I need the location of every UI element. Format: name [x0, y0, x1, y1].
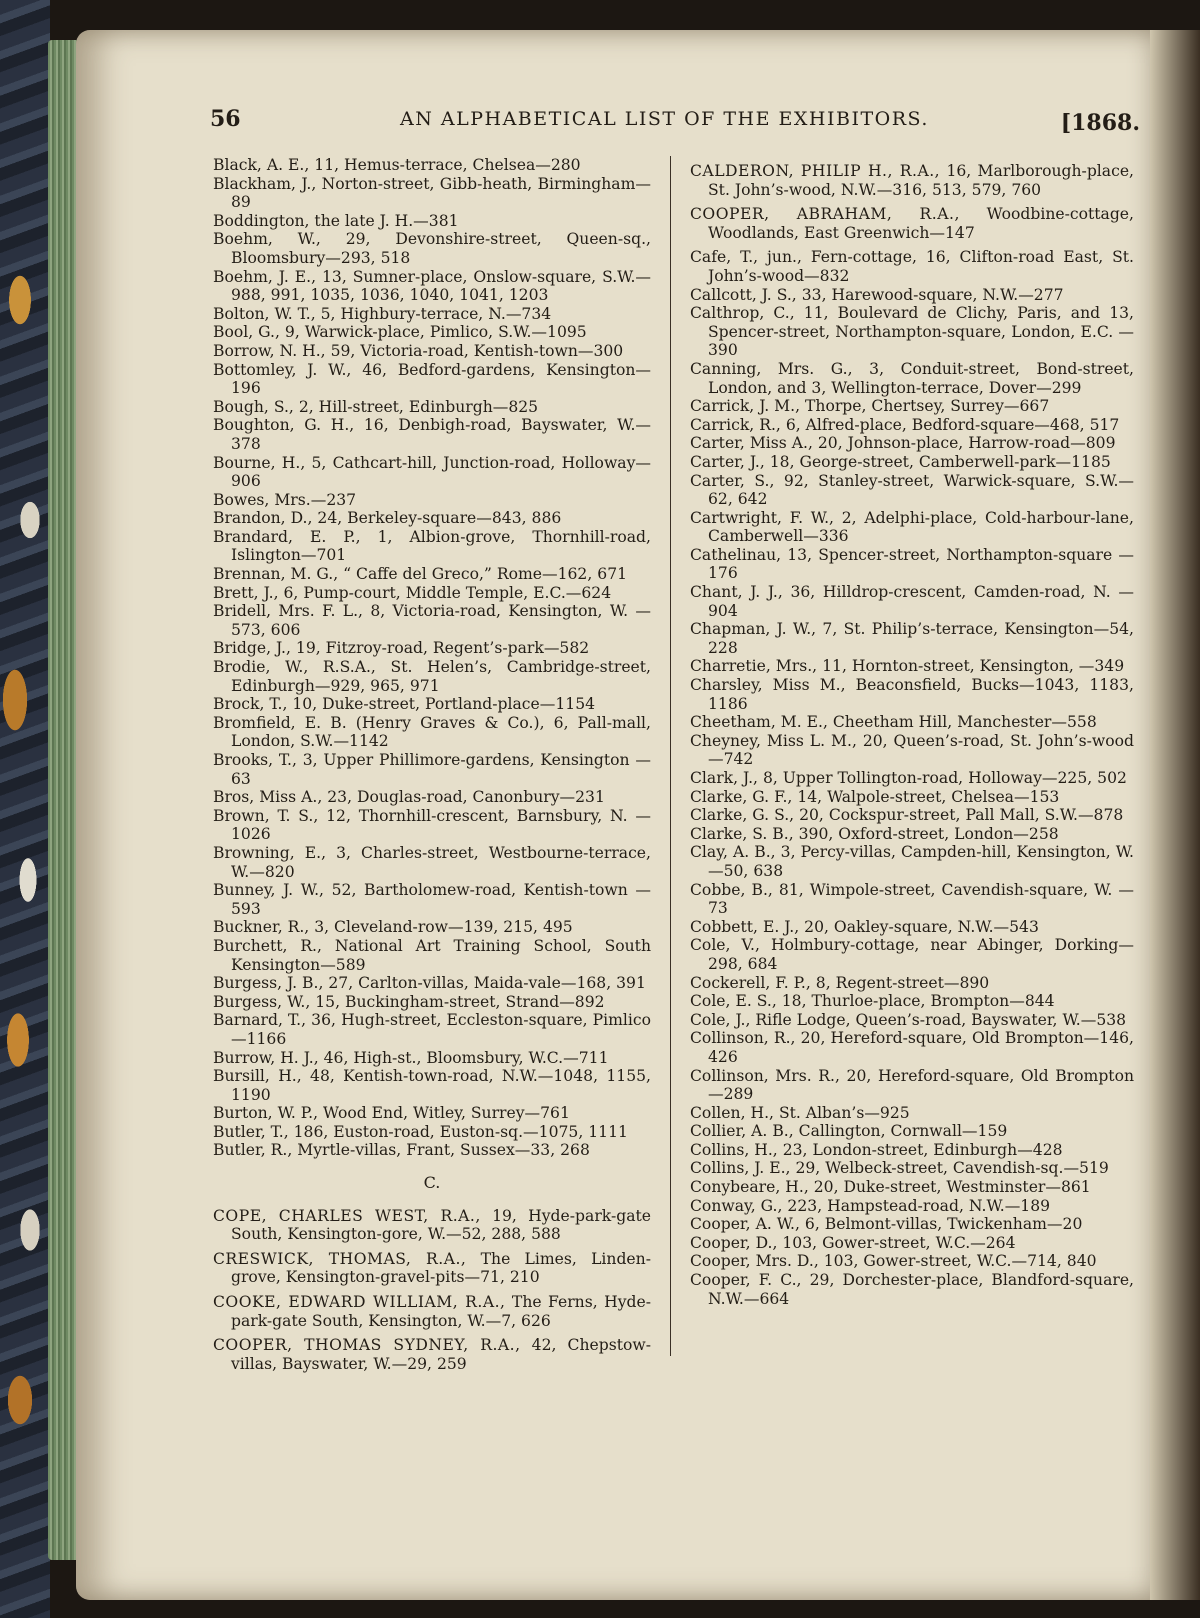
- exhibitor-entry: Collins, J. E., 29, Welbeck-street, Cavendish-sq.—519: [690, 1159, 1109, 1178]
- exhibitor-entry: Collen, H., St. Alban’s—925: [690, 1103, 910, 1122]
- exhibitor-entry: Cafe, T., jun., Fern-cottage, 16, Clifton-road East, St. John’s-wood—832: [690, 248, 1134, 285]
- exhibitor-entry: Cooper, F. C., 29, Dorchester-place, Blandford-square, N.W.—664: [690, 1271, 1134, 1308]
- marbled-book-edge: [0, 0, 50, 1618]
- exhibitor-entry: Brodie, W., R.S.A., St. Helen’s, Cambridge-street, Edinburgh—929, 965, 971: [213, 658, 651, 695]
- exhibitor-entry: Bough, S., 2, Hill-street, Edinburgh—825: [213, 397, 539, 416]
- exhibitor-entry: Burgess, W., 15, Buckingham-street, Strand—892: [213, 992, 605, 1011]
- exhibitor-entry: Burchett, R., National Art Training School, South Kensington—589: [213, 936, 651, 974]
- academician-entry: [213, 1336, 651, 1373]
- academician-details: 19, Hyde-park-gate South, Kensington-gore, W.—52, 288, 588: [231, 1206, 651, 1244]
- exhibitor-entry: Bolton, W. T., 5, Highbury-terrace, N.—734: [213, 304, 552, 323]
- exhibitor-entry: Boehm, J. E., 13, Sumner-place, Onslow-square, S.W.—988, 991, 1035, 1036, 1040, 1041, 1203: [213, 267, 651, 305]
- exhibitor-entry: Cheetham, M. E., Cheetham Hill, Manchester—558: [690, 713, 1097, 732]
- exhibitor-entry: Clark, J., 8, Upper Tollington-road, Holloway—225, 502: [690, 769, 1127, 787]
- exhibitor-entry: Boddington, the late J. H.—381: [213, 211, 459, 230]
- academician-details: The Ferns, Hyde-park-gate South, Kensington, W.—7, 626: [231, 1293, 651, 1330]
- exhibitor-entry: Cole, V., Holmbury-cottage, near Abinger, Dorking—298, 684: [690, 936, 1134, 973]
- page-gutter-shadow: [1150, 30, 1200, 1600]
- left-entry-list: [213, 156, 651, 1160]
- exhibitor-entry: Cooper, Mrs. D., 103, Gower-street, W.C.—714, 840: [690, 1252, 1097, 1271]
- exhibitor-entry: Bros, Miss A., 23, Douglas-road, Canonbury—231: [213, 788, 605, 807]
- exhibitor-entry: Chapman, J. W., 7, St. Philip’s-terrace, Kensington—54, 228: [690, 620, 1134, 657]
- left-academician-list: [213, 1207, 651, 1374]
- exhibitor-entry: Collins, H., 23, London-street, Edinburgh—428: [690, 1140, 1063, 1159]
- exhibitor-entry: Bursill, H., 48, Kentish-town-road, N.W.—1048, 1155, 1190: [213, 1067, 651, 1104]
- exhibitor-entry: Canning, Mrs. G., 3, Conduit-street, Bond-street, London, and 3, Wellington-terrace, Dover—299: [690, 359, 1134, 397]
- exhibitor-entry: Brandon, D., 24, Berkeley-square—843, 886: [213, 509, 562, 528]
- exhibitor-entry: Carter, S., 92, Stanley-street, Warwick-square, S.W.—62, 642: [690, 471, 1134, 509]
- exhibitor-entry: Butler, T., 186, Euston-road, Euston-sq.—1075, 1111: [213, 1122, 628, 1141]
- exhibitor-entry: Carter, J., 18, George-street, Camberwell-park—1185: [690, 452, 1111, 471]
- exhibitor-entry: Brooks, T., 3, Upper Phillimore-gardens, Kensington —63: [213, 751, 651, 788]
- exhibitor-entry: Brandard, E. P., 1, Albion-grove, Thornhill-road, Islington—701: [213, 527, 651, 565]
- exhibitor-entry: Clarke, S. B., 390, Oxford-street, London—258: [690, 824, 1059, 843]
- page-header: [210, 106, 1140, 140]
- section-letter: C.: [423, 1173, 441, 1193]
- exhibitor-entry: Cathelinau, 13, Spencer-street, Northampton-square —176: [690, 545, 1134, 583]
- academician-details: The Limes, Linden-grove, Kensington-gravel-pits—71, 210: [231, 1249, 651, 1287]
- right-academician-list: [690, 162, 1134, 242]
- academician-entry: [213, 1250, 651, 1287]
- academician-name: CRESWICK, THOMAS, R.A.,: [213, 1249, 467, 1268]
- exhibitor-entry: Cooper, D., 103, Gower-street, W.C.—264: [690, 1233, 1016, 1252]
- exhibitor-entry: Cobbe, B., 81, Wimpole-street, Cavendish-square, W. —73: [690, 880, 1134, 918]
- exhibitor-entry: Clay, A. B., 3, Percy-villas, Campden-hill, Kensington, W.—50, 638: [690, 843, 1134, 880]
- exhibitor-entry: Carter, Miss A., 20, Johnson-place, Harrow-road—809: [690, 434, 1116, 453]
- exhibitor-entry: Calthrop, C., 11, Boulevard de Clichy, Paris, and 13, Spencer-street, Northampton-square, London, E.C. —390: [690, 304, 1134, 360]
- exhibitor-entry: Burgess, J. B., 27, Carlton-villas, Maida-vale—168, 391: [213, 974, 646, 993]
- exhibitor-entry: Bourne, H., 5, Cathcart-hill, Junction-road, Holloway—906: [213, 453, 651, 491]
- exhibitor-entry: Charsley, Miss M., Beaconsfield, Bucks—1043, 1183, 1186: [690, 676, 1134, 713]
- academician-entry: [213, 1293, 651, 1330]
- exhibitor-entry: Carrick, J. M., Thorpe, Chertsey, Surrey—667: [690, 397, 1050, 416]
- page-number: 56: [210, 106, 241, 132]
- academician-name: COPE, CHARLES WEST, R.A.,: [213, 1206, 481, 1225]
- right-column: [690, 156, 1134, 1308]
- exhibitor-entry: Brown, T. S., 12, Thornhill-crescent, Barnsbury, N. —1026: [213, 806, 651, 844]
- academician-name: COOKE, EDWARD WILLIAM, R.A.,: [213, 1293, 506, 1312]
- exhibitor-entry: Bowes, Mrs.—237: [213, 490, 357, 509]
- exhibitor-entry: Clarke, G. S., 20, Cockspur-street, Pall Mall, S.W.—878: [690, 806, 1124, 825]
- exhibitor-entry: Callcott, J. S., 33, Harewood-square, N.W.—277: [690, 285, 1064, 304]
- exhibitor-entry: Buckner, R., 3, Cleveland-row—139, 215, 495: [213, 918, 573, 937]
- exhibitor-entry: Boughton, G. H., 16, Denbigh-road, Bayswater, W.—378: [213, 416, 651, 453]
- exhibitor-entry: Bool, G., 9, Warwick-place, Pimlico, S.W.—1095: [213, 323, 587, 342]
- left-column: [213, 156, 651, 1373]
- academician-details: Woodbine-cottage, Woodlands, East Greenwich—147: [708, 205, 1134, 242]
- exhibitor-entry: Boehm, W., 29, Devonshire-street, Queen-sq., Bloomsbury—293, 518: [213, 230, 651, 267]
- exhibitor-entry: Cockerell, F. P., 8, Regent-street—890: [690, 973, 990, 992]
- academician-entry: [690, 162, 1134, 199]
- exhibitor-entry: Bunney, J. W., 52, Bartholomew-road, Kentish-town —593: [213, 881, 651, 918]
- exhibitor-entry: Carrick, R., 6, Alfred-place, Bedford-square—468, 517: [690, 415, 1120, 434]
- exhibitor-entry: Collinson, R., 20, Hereford-square, Old Brompton—146, 426: [690, 1029, 1134, 1066]
- running-title: AN ALPHABETICAL LIST OF THE EXHIBITORS.: [400, 108, 929, 130]
- exhibitor-entry: Brennan, M. G., “ Caffe del Greco,” Rome—162, 671: [213, 565, 628, 584]
- exhibitor-entry: Charretie, Mrs., 11, Hornton-street, Kensington, —349: [690, 657, 1125, 676]
- year-marker: [1868.: [1060, 110, 1140, 136]
- exhibitor-entry: Conybeare, H., 20, Duke-street, Westminster—861: [690, 1178, 1091, 1197]
- exhibitor-entry: Brett, J., 6, Pump-court, Middle Temple, E.C.—624: [213, 583, 612, 602]
- exhibitor-entry: Barnard, T., 36, Hugh-street, Eccleston-square, Pimlico—1166: [213, 1011, 651, 1048]
- exhibitor-entry: Cheyney, Miss L. M., 20, Queen’s-road, St. John’s-wood—742: [690, 731, 1134, 769]
- academician-details: 16, Marlborough-place, St. John’s-wood, N.W.—316, 513, 579, 760: [708, 162, 1134, 199]
- exhibitor-entry: Brock, T., 10, Duke-street, Portland-place—1154: [213, 695, 596, 714]
- academician-entry: [213, 1207, 651, 1244]
- exhibitor-entry: Chant, J. J., 36, Hilldrop-crescent, Camden-road, N. —904: [690, 583, 1134, 620]
- exhibitor-entry: Burrow, H. J., 46, High-st., Bloomsbury, W.C.—711: [213, 1048, 609, 1067]
- exhibitor-entry: Burton, W. P., Wood End, Witley, Surrey—761: [213, 1104, 570, 1123]
- exhibitor-entry: Black, A. E., 11, Hemus-terrace, Chelsea—280: [213, 156, 581, 174]
- exhibitor-entry: Borrow, N. H., 59, Victoria-road, Kentish-town—300: [213, 341, 624, 360]
- academician-entry: [690, 205, 1134, 242]
- exhibitor-entry: Cobbett, E. J., 20, Oakley-square, N.W.—543: [690, 917, 1039, 936]
- exhibitor-entry: Bridge, J., 19, Fitzroy-road, Regent’s-park—582: [213, 639, 590, 658]
- column-divider: [670, 156, 671, 1356]
- exhibitor-entry: Cartwright, F. W., 2, Adelphi-place, Cold-harbour-lane, Camberwell—336: [690, 508, 1134, 546]
- exhibitor-entry: Butler, R., Myrtle-villas, Frant, Sussex—33, 268: [213, 1141, 590, 1160]
- exhibitor-entry: Cole, J., Rifle Lodge, Queen’s-road, Bayswater, W.—538: [690, 1010, 1127, 1029]
- right-entry-list: [690, 248, 1134, 1308]
- exhibitor-entry: Cooper, A. W., 6, Belmont-villas, Twickenham—20: [690, 1215, 1083, 1234]
- academician-details: 42, Chepstow-villas, Bayswater, W.—29, 259: [231, 1336, 652, 1373]
- exhibitor-entry: Collinson, Mrs. R., 20, Hereford-square, Old Brompton—289: [690, 1066, 1134, 1104]
- exhibitor-entry: Blackham, J., Norton-street, Gibb-heath, Birmingham—89: [213, 174, 651, 212]
- exhibitor-entry: Conway, G., 223, Hampstead-road, N.W.—189: [690, 1196, 1051, 1215]
- exhibitor-entry: Bridell, Mrs. F. L., 8, Victoria-road, Kensington, W. —573, 606: [213, 602, 651, 639]
- exhibitor-entry: Clarke, G. F., 14, Walpole-street, Chelsea—153: [690, 787, 1060, 806]
- exhibitor-entry: Bottomley, J. W., 46, Bedford-gardens, Kensington—196: [213, 360, 651, 398]
- exhibitor-entry: Bromfield, E. B. (Henry Graves & Co.), 6, Pall-mall, London, S.W.—1142: [213, 713, 651, 751]
- exhibitor-entry: Collier, A. B., Callington, Cornwall—159: [690, 1122, 1008, 1141]
- exhibitor-entry: Cole, E. S., 18, Thurloe-place, Brompton—844: [690, 992, 1055, 1011]
- academician-name: CALDERON, PHILIP H., R.A.,: [690, 162, 941, 180]
- academician-name: COOPER, THOMAS SYDNEY, R.A.,: [213, 1336, 521, 1355]
- exhibitor-entry: Browning, E., 3, Charles-street, Westbourne-terrace, W.—820: [213, 843, 651, 881]
- academician-name: COOPER, ABRAHAM, R.A.,: [690, 205, 960, 224]
